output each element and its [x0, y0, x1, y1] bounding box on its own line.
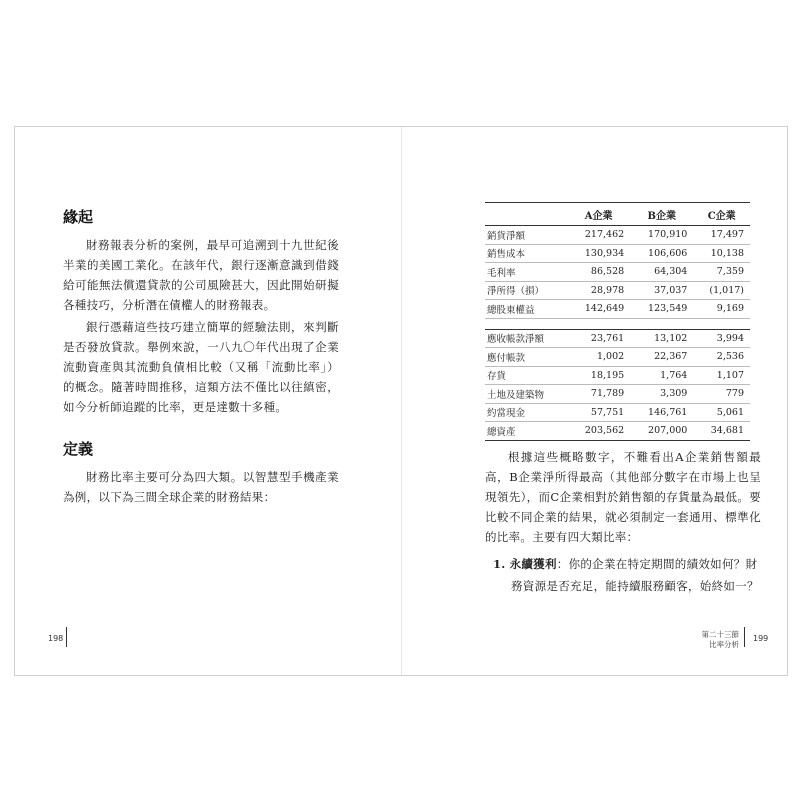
value-c: 779	[693, 385, 750, 404]
value-a: 130,934	[567, 244, 630, 263]
row-label: 土地及建築物	[485, 385, 567, 404]
row-label: 毛利率	[485, 263, 567, 282]
ratio-list-item-1	[493, 553, 763, 597]
value-b: 37,037	[630, 281, 693, 300]
value-c: 2,536	[693, 348, 750, 367]
paragraph-definition: 財務比率主要可分為四大類。以智慧型手機產業為例，以下為三間全球企業的財務結果：	[63, 470, 339, 504]
table-header-company-b: B企業	[630, 203, 693, 226]
value-b: 207,000	[630, 422, 693, 441]
table-row	[485, 244, 750, 263]
table-header-blank	[485, 203, 567, 226]
table-header-row	[485, 203, 750, 226]
value-b: 146,761	[630, 403, 693, 422]
row-label: 約當現金	[485, 403, 567, 422]
value-b: 13,102	[630, 329, 693, 348]
paragraph-analysis: 根據這些概略數字，不難看出A企業銷售額最高，B企業淨所得最高（其他部分數字在市場上也呈現領先），而C企業相對於銷售額的存貨量為最低。要比較不同企業的結果，就必須制定一套通用、標準化的比率。主要有四大類比率：	[485, 450, 761, 544]
table-header-company-a: A企業	[567, 203, 630, 226]
value-c: 10,138	[693, 244, 750, 263]
value-c: 1,107	[693, 366, 750, 385]
value-c: 34,681	[693, 422, 750, 441]
value-b: 106,606	[630, 244, 693, 263]
left-page	[15, 127, 401, 675]
page-number-rule-right	[744, 627, 745, 647]
list-text: ：你的企業在特定期間的績效如何？財務資源是否充足，能持續服務顧客，始終如一？	[511, 557, 759, 593]
value-a: 142,649	[567, 300, 630, 319]
value-a: 57,751	[567, 403, 630, 422]
row-label: 銷貨淨額	[485, 226, 567, 245]
paragraph-origin-1: 財務報表分析的案例，最早可追溯到十九世紀後半業的美國工業化。在該年代，銀行逐漸意識到借錢給可能無法償還貸款的公司風險甚大，因此開始研擬各種技巧，分析潛在債權人的財務報表。	[63, 238, 339, 312]
value-a: 71,789	[567, 385, 630, 404]
value-a: 18,195	[567, 366, 630, 385]
right-page	[401, 127, 787, 675]
value-c: 9,169	[693, 300, 750, 319]
financial-results-table	[485, 202, 750, 441]
table-row	[485, 226, 750, 245]
value-a: 28,978	[567, 281, 630, 300]
value-b: 170,910	[630, 226, 693, 245]
chapter-running-head	[679, 630, 739, 650]
chapter-number: 第二十三節	[701, 630, 739, 639]
page-number-left: 198	[48, 634, 64, 643]
value-c: 5,061	[693, 403, 750, 422]
table-row	[485, 366, 750, 385]
paragraph-origin-2: 銀行憑藉這些技巧建立簡單的經驗法則，來判斷是否發放貸款。舉例來說，一八九〇年代出現了企業流動資產與其流動負債相比較（又稱「流動比率」）的概念。隨著時間推移，這類方法不僅比以往縝密，如今分析師追蹤的比率，更是達數十多種。	[63, 320, 339, 414]
row-label: 應付帳款	[485, 348, 567, 367]
value-b: 3,309	[630, 385, 693, 404]
page-number-right: 199	[753, 634, 769, 643]
chapter-title: 比率分析	[709, 640, 739, 649]
list-number: 1.	[493, 557, 506, 571]
heading-origin: 緣起	[63, 208, 94, 226]
row-label: 總資產	[485, 422, 567, 441]
page-number-rule-left	[66, 627, 67, 647]
value-a: 1,002	[567, 348, 630, 367]
table-row	[485, 348, 750, 367]
value-b: 22,367	[630, 348, 693, 367]
table-row	[485, 329, 750, 348]
row-label: 淨所得（損）	[485, 281, 567, 300]
table-header-company-c: C企業	[693, 203, 750, 226]
table-row	[485, 300, 750, 319]
value-a: 203,562	[567, 422, 630, 441]
table-row	[485, 263, 750, 282]
value-c: 3,994	[693, 329, 750, 348]
table-row	[485, 422, 750, 441]
value-c: 17,497	[693, 226, 750, 245]
row-label: 總股東權益	[485, 300, 567, 319]
table-row	[485, 403, 750, 422]
heading-definition: 定義	[63, 440, 94, 458]
value-a: 217,462	[567, 226, 630, 245]
row-label: 存貨	[485, 366, 567, 385]
table-row	[485, 281, 750, 300]
value-b: 64,304	[630, 263, 693, 282]
book-spread	[14, 126, 788, 676]
table-group-divider	[485, 318, 750, 329]
value-b: 123,549	[630, 300, 693, 319]
row-label: 銷售成本	[485, 244, 567, 263]
row-label: 應收帳款淨額	[485, 329, 567, 348]
value-a: 23,761	[567, 329, 630, 348]
value-c: 7,359	[693, 263, 750, 282]
list-term: 永續獲利	[509, 557, 557, 571]
table-row	[485, 385, 750, 404]
value-c: (1,017)	[693, 281, 750, 300]
value-a: 86,528	[567, 263, 630, 282]
value-b: 1,764	[630, 366, 693, 385]
